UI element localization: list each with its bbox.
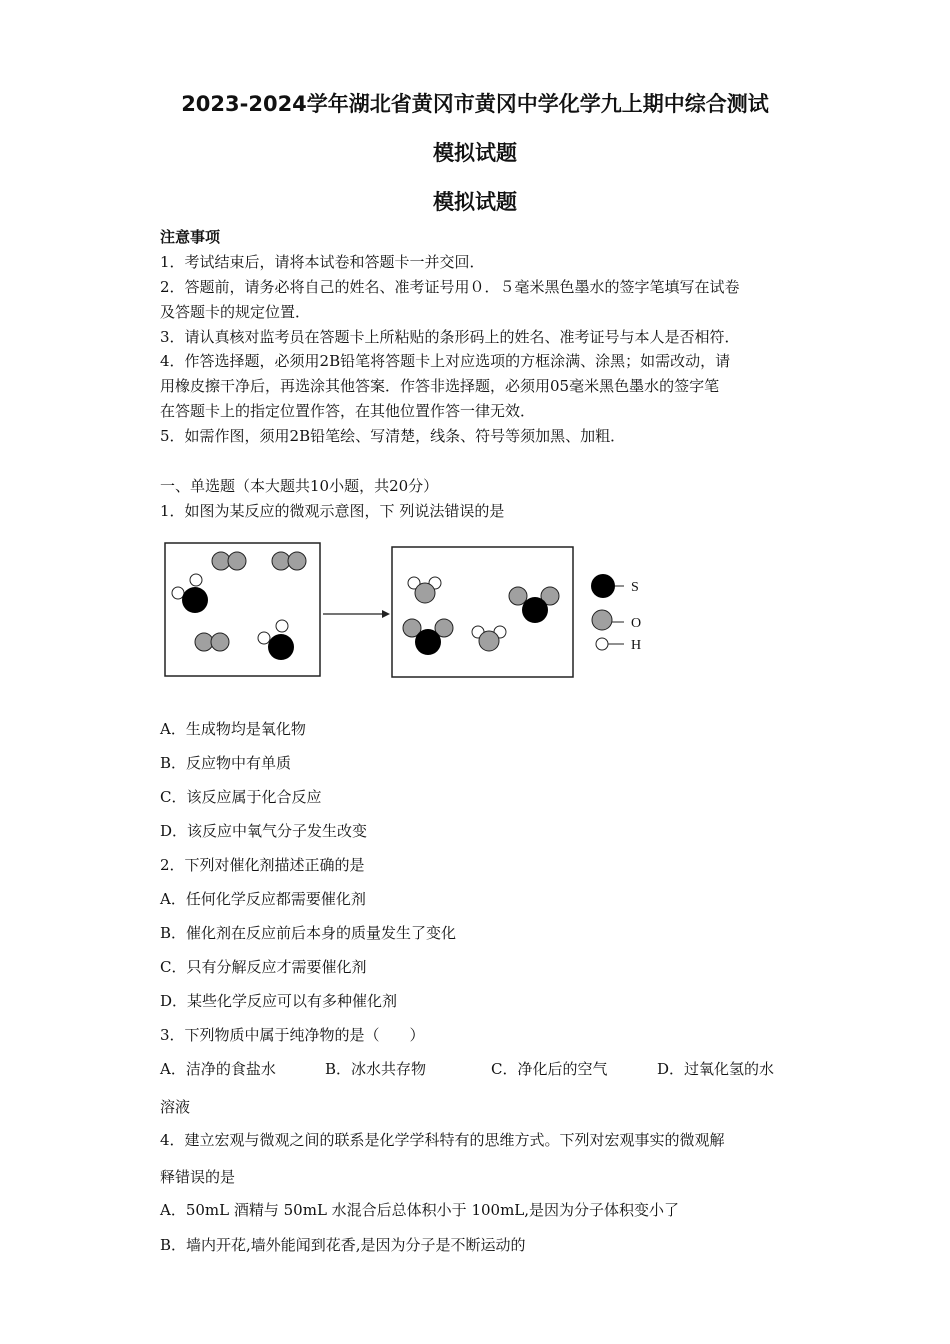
oxygen-molecule (212, 552, 246, 570)
notice-item: 在答题卡上的指定位置作答，在其他位置作答一律无效． (160, 402, 536, 420)
reaction-arrow (323, 610, 390, 618)
q3-option-c: C．净化后的空气 (491, 1060, 608, 1078)
hydrogen-sulfide-molecule (172, 574, 208, 613)
q2-option-a: A．任何化学反应都需要催化剂 (160, 890, 366, 908)
notice-item: 及答题卡的规定位置． (160, 303, 311, 321)
notice-item: 4．作答选择题，必须用2B铅笔将答题卡上对应选项的方框涂满、涂黑；如需改动，请 (160, 352, 731, 370)
notice-item: 用橡皮擦干净后，再选涂其他答案．作答非选择题，必须用05毫米黑色墨水的签字笔 (160, 377, 720, 395)
legend-label-s: S (631, 580, 639, 595)
doc-title-line-1: 2023-2024学年湖北省黄冈市黄冈中学化学九上期中综合测试 (181, 92, 769, 116)
notice-item: 2．答题前，请务必将自己的姓名、准考证号用０．５毫米黑色墨水的签字笔填写在试卷 (160, 278, 740, 296)
q1-option-c: C．该反应属于化合反应 (160, 788, 322, 806)
notice-item: 1．考试结束后，请将本试卷和答题卡一并交回． (160, 253, 485, 271)
q3-option-d: D．过氧化氢的水 (657, 1060, 775, 1078)
q2-option-b: B．催化剂在反应前后本身的质量发生了变化 (160, 924, 457, 942)
q3-option-a: A．洁净的食盐水 (160, 1060, 276, 1078)
q4-stem-line-1: 4．建立宏观与微观之间的联系是化学学科特有的思维方式。下列对宏观事实的微观解 (160, 1131, 725, 1149)
hydrogen-atom-icon (596, 638, 608, 650)
q3-stem: 3．下列物质中属于纯净物的是（ ） (160, 1026, 425, 1044)
water-molecule (472, 626, 506, 651)
q4-stem-line-2: 释错误的是 (160, 1168, 236, 1186)
water-molecule (408, 577, 441, 603)
doc-title-line-3: 模拟试题 (433, 190, 517, 214)
hydrogen-sulfide-molecule (258, 620, 294, 660)
notice-heading: 注意事项 (160, 228, 221, 246)
doc-title-line-2: 模拟试题 (433, 141, 517, 165)
sulfur-atom-icon (591, 574, 615, 598)
q1-stem: 1．如图为某反应的微观示意图，下 列说法错误的是 (160, 502, 505, 520)
q2-option-c: C．只有分解反应才需要催化剂 (160, 958, 367, 976)
q1-option-b: B．反应物中有单质 (160, 754, 292, 772)
q2-option-d: D．某些化学反应可以有多种催化剂 (160, 992, 398, 1010)
q3-option-d-wrap: 溶液 (160, 1098, 191, 1116)
legend-label-h: H (631, 638, 642, 653)
oxygen-atom-icon (592, 610, 612, 630)
q3-option-b: B．冰水共存物 (325, 1060, 427, 1078)
q4-option-b: B．墙内开花,墙外能闻到花香,是因为分子是不断运动的 (160, 1236, 526, 1254)
q4-option-a: A．50mL 酒精与 50mL 水混合后总体积小于 100mL,是因为分子体积变小了 (160, 1201, 680, 1219)
legend-oxygen (592, 610, 641, 631)
sulfur-dioxide-molecule (403, 619, 453, 655)
legend-label-o: O (631, 616, 642, 631)
q2-stem: 2．下列对催化剂描述正确的是 (160, 856, 365, 874)
legend-sulfur (591, 574, 639, 598)
q1-option-a: A．生成物均是氧化物 (160, 720, 306, 738)
q1-option-d: D．该反应中氧气分子发生改变 (160, 822, 368, 840)
notice-item: 5．如需作图，须用2B铅笔绘、写清楚，线条、符号等须加黑、加粗． (160, 427, 626, 445)
reaction-micro-diagram (160, 538, 660, 683)
legend-hydrogen (596, 638, 641, 653)
oxygen-molecule (272, 552, 306, 570)
oxygen-molecule (195, 633, 229, 651)
sulfur-dioxide-molecule (509, 587, 559, 623)
section-heading: 一、单选题（本大题共10小题，共20分） (160, 477, 439, 495)
notice-item: 3．请认真核对监考员在答题卡上所粘贴的条形码上的姓名、准考证号与本人是否相符． (160, 328, 740, 346)
